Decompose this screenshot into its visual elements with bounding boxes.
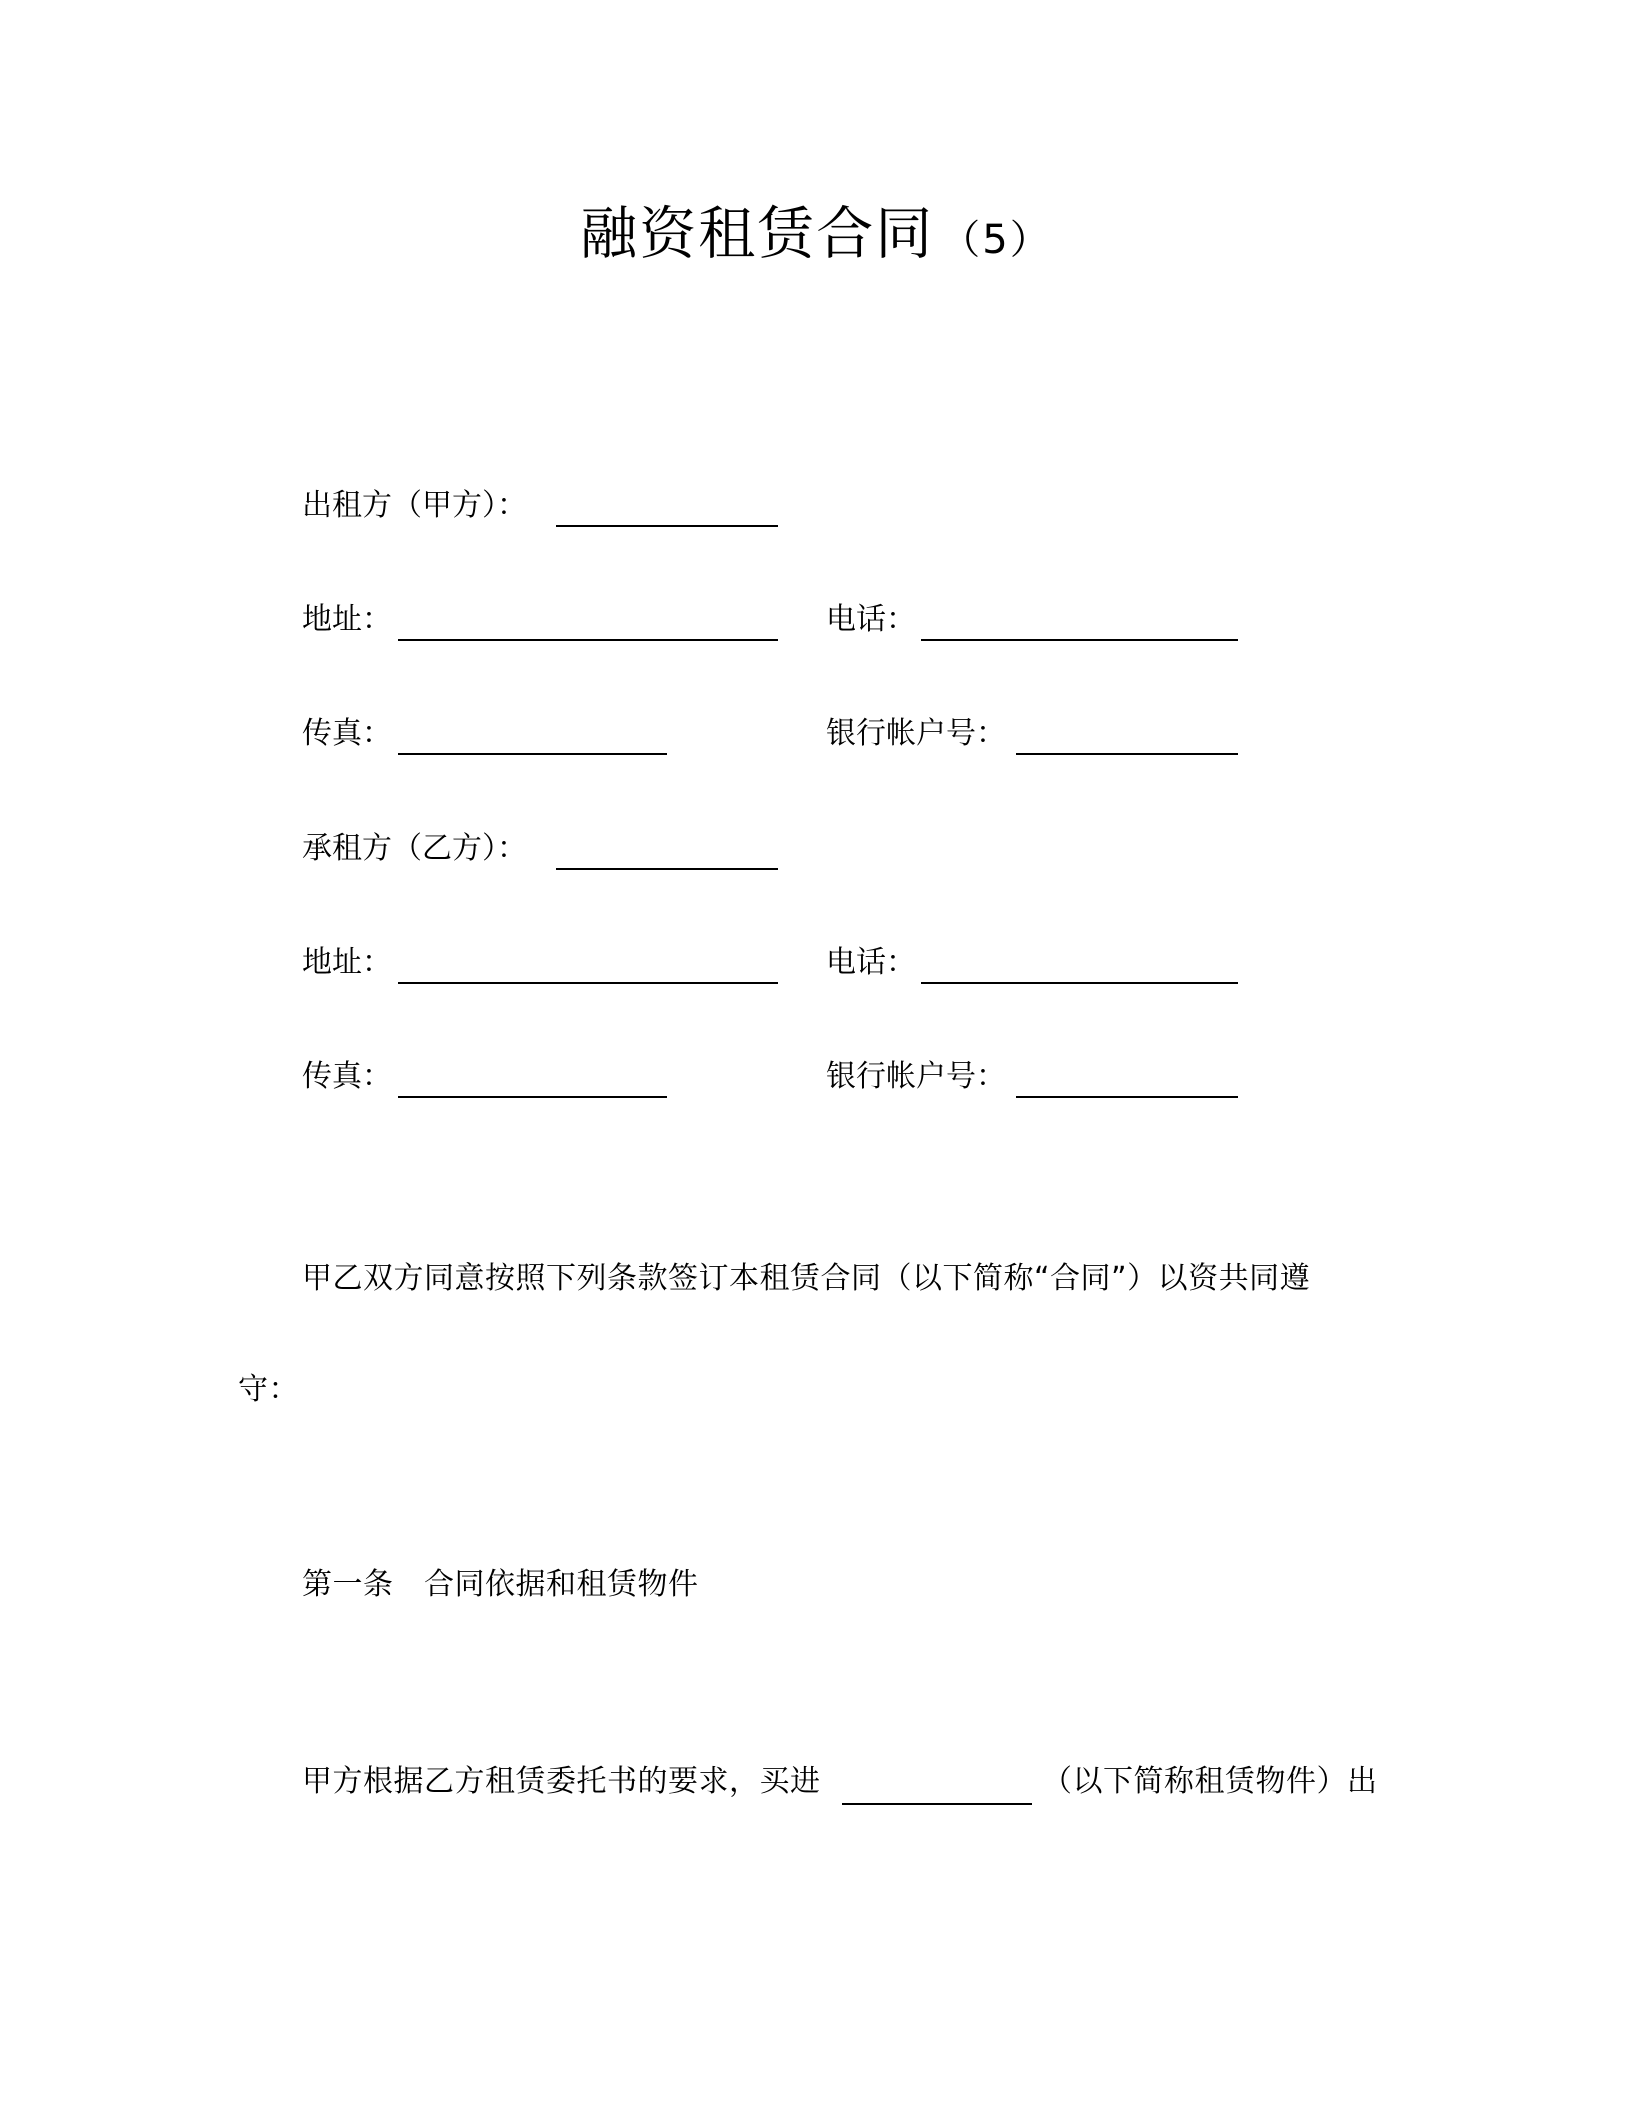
party-a-phone-label: 电话：: [826, 602, 916, 637]
party-b-fax-field[interactable]: [398, 1096, 667, 1098]
party-a-label: 出租方（甲方）：: [302, 488, 527, 523]
party-a-fax-field[interactable]: [398, 753, 667, 755]
party-a-bank-label: 银行帐户号：: [826, 716, 1006, 751]
party-b-bank-field[interactable]: [1016, 1096, 1238, 1098]
article-1-text-end: （以下简称租赁物件）出: [1042, 1764, 1378, 1799]
party-a-address-field[interactable]: [398, 639, 778, 641]
party-b-address-field[interactable]: [398, 982, 778, 984]
party-a-fax-label: 传真：: [302, 716, 392, 751]
intro-line-1: 甲乙双方同意按照下列条款签订本租赁合同（以下简称“合同”）以资共同遵: [302, 1261, 1311, 1296]
party-b-name-field[interactable]: [556, 868, 778, 870]
document-title: [0, 198, 1632, 276]
party-a-address-label: 地址：: [302, 602, 392, 637]
party-b-phone-label: 电话：: [826, 945, 916, 980]
party-b-bank-label: 银行帐户号：: [826, 1059, 1006, 1094]
party-a-name-field[interactable]: [556, 525, 778, 527]
title-number: （5）: [940, 217, 1052, 263]
article-1-heading: 第一条 合同依据和租赁物件: [302, 1567, 699, 1602]
party-a-bank-field[interactable]: [1016, 753, 1238, 755]
party-a-phone-field[interactable]: [921, 639, 1238, 641]
title-text: 融资租赁合同: [580, 201, 935, 267]
party-b-fax-label: 传真：: [302, 1059, 392, 1094]
intro-line-2: 守：: [238, 1372, 299, 1407]
article-1-text-start: 甲方根据乙方租赁委托书的要求，买进: [302, 1764, 821, 1799]
party-b-label: 承租方（乙方）：: [302, 831, 527, 866]
article-1-item-field[interactable]: [842, 1803, 1032, 1805]
party-b-phone-field[interactable]: [921, 982, 1238, 984]
party-b-address-label: 地址：: [302, 945, 392, 980]
